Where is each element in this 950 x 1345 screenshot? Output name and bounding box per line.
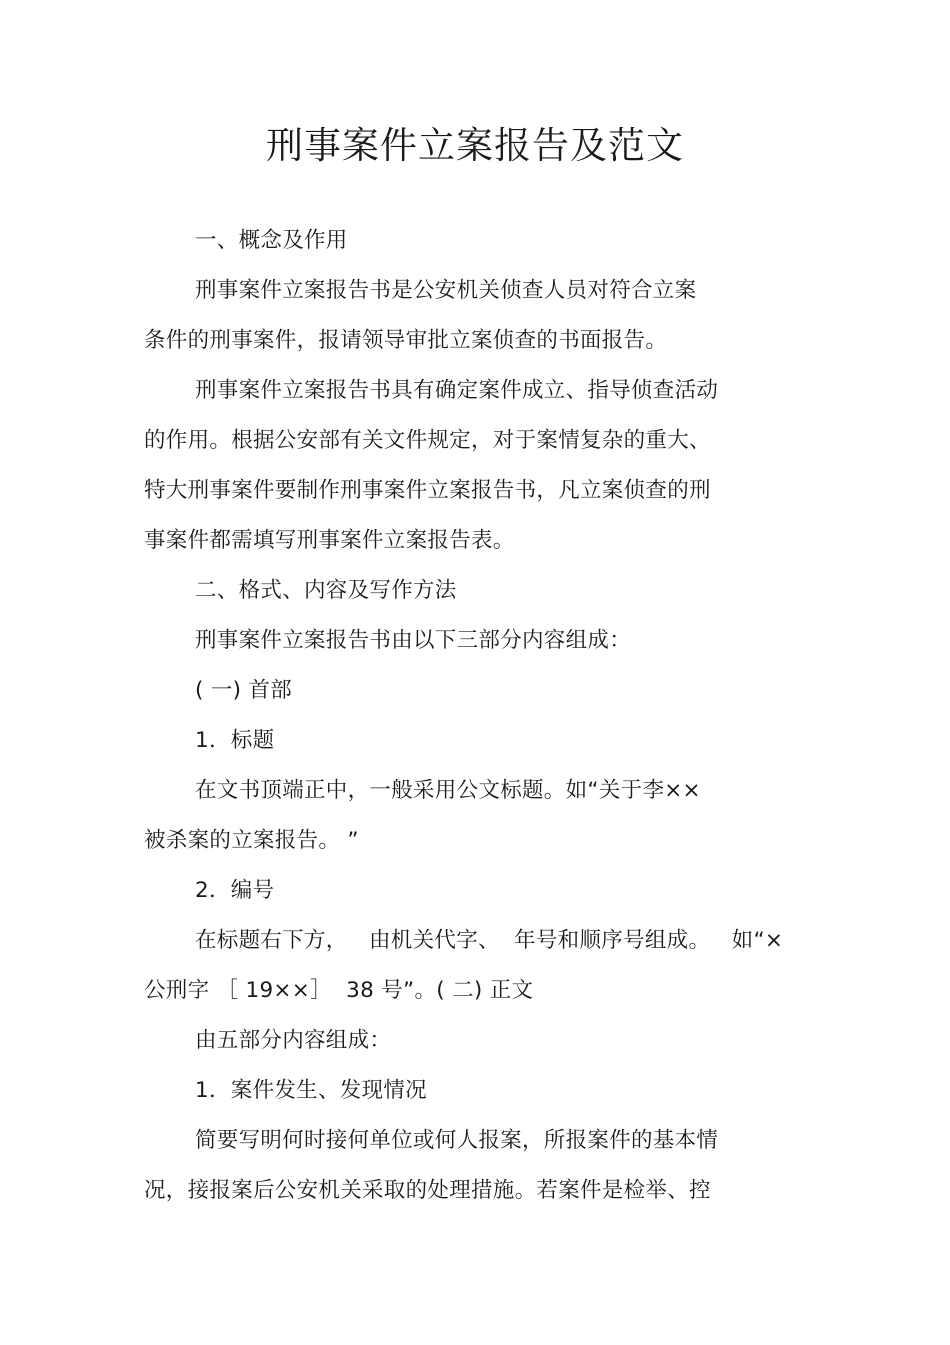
paragraph-line: 被杀案的立案报告。 ”: [144, 828, 359, 853]
item-heading: 2．编号: [195, 878, 275, 903]
paragraph-line: 在文书顶端正中，一般采用公文标题。如“关于李××: [195, 778, 701, 803]
paragraph-line: 在标题右下方， 由机关代字、 年号和顺序号组成。 如“×: [195, 928, 784, 953]
paragraph-line: 事案件都需填写刑事案件立案报告表。: [144, 528, 515, 553]
paragraph-line: 特大刑事案件要制作刑事案件立案报告书，凡立案侦查的刑: [144, 478, 711, 503]
paragraph-line: 简要写明何时接何单位或何人报案，所报案件的基本情: [195, 1128, 719, 1153]
section-heading: 一、概念及作用: [195, 228, 348, 253]
paragraph-line: 条件的刑事案件，报请领导审批立案侦查的书面报告。: [144, 328, 668, 353]
paragraph-line: 况，接报案后公安机关采取的处理措施。若案件是检举、控: [144, 1178, 711, 1203]
paragraph-line: 刑事案件立案报告书具有确定案件成立、指导侦查活动: [195, 378, 719, 403]
paragraph-line: 刑事案件立案报告书由以下三部分内容组成：: [195, 628, 632, 653]
document-title: 刑事案件立案报告及范文: [266, 124, 684, 167]
paragraph-line: 公刑字 ［ 19××］ 38 号”。( 二) 正文: [144, 978, 534, 1003]
item-heading: 1．标题: [195, 728, 275, 753]
item-heading: 1．案件发生、发现情况: [195, 1078, 427, 1103]
subsection-heading: ( 一) 首部: [195, 678, 293, 703]
paragraph-line: 由五部分内容组成：: [195, 1028, 392, 1053]
paragraph-line: 的作用。根据公安部有关文件规定，对于案情复杂的重大、: [144, 428, 711, 453]
section-heading: 二、格式、内容及写作方法: [195, 578, 457, 603]
paragraph-line: 刑事案件立案报告书是公安机关侦查人员对符合立案: [195, 278, 697, 303]
